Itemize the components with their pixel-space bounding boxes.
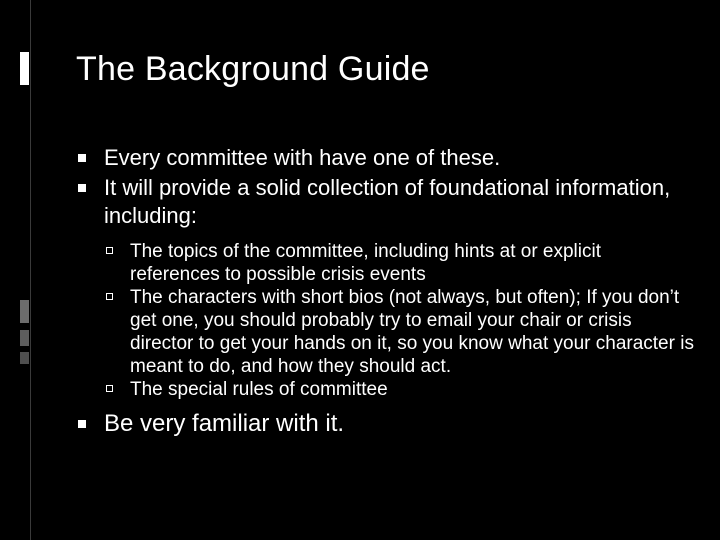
- bullet-text: Be very familiar with it.: [104, 410, 345, 437]
- sub-bullet-item: [104, 378, 696, 401]
- hollow-square-bullet-icon: [106, 385, 113, 392]
- sub-bullet-item: [104, 286, 696, 378]
- bullet-text: It will provide a solid collection of foundational information, including:: [104, 175, 671, 228]
- decorative-gray-block: [20, 330, 29, 346]
- slide-body: [76, 144, 696, 441]
- hollow-square-bullet-icon: [106, 293, 113, 300]
- bullet-text: Every committee with have one of these.: [104, 145, 501, 170]
- sub-bullet-text: The special rules of committee: [130, 379, 388, 400]
- bullet-item: [76, 174, 696, 230]
- left-divider-line: [30, 0, 31, 540]
- sub-bullet-item: [104, 240, 696, 286]
- sub-bullet-text: The characters with short bios (not always, but often); If you don’t get one, you should probably try to email your chair or crisis director to get your hands on it, so you know what your character is meant to do, and how they should act.: [130, 287, 694, 377]
- square-bullet-icon: [78, 184, 86, 192]
- bullet-item: [76, 144, 696, 172]
- decorative-gray-block: [20, 352, 29, 364]
- square-bullet-icon: [78, 154, 86, 162]
- decorative-gray-block: [20, 300, 29, 323]
- sub-bullet-list: [76, 240, 696, 401]
- slide-title: The Background Guide: [76, 50, 430, 88]
- bullet-item: [76, 409, 696, 439]
- title-accent-bar: [20, 52, 29, 85]
- sub-bullet-text: The topics of the committee, including hints at or explicit references to possible crisis events: [130, 241, 602, 285]
- square-bullet-icon: [78, 420, 86, 428]
- hollow-square-bullet-icon: [106, 247, 113, 254]
